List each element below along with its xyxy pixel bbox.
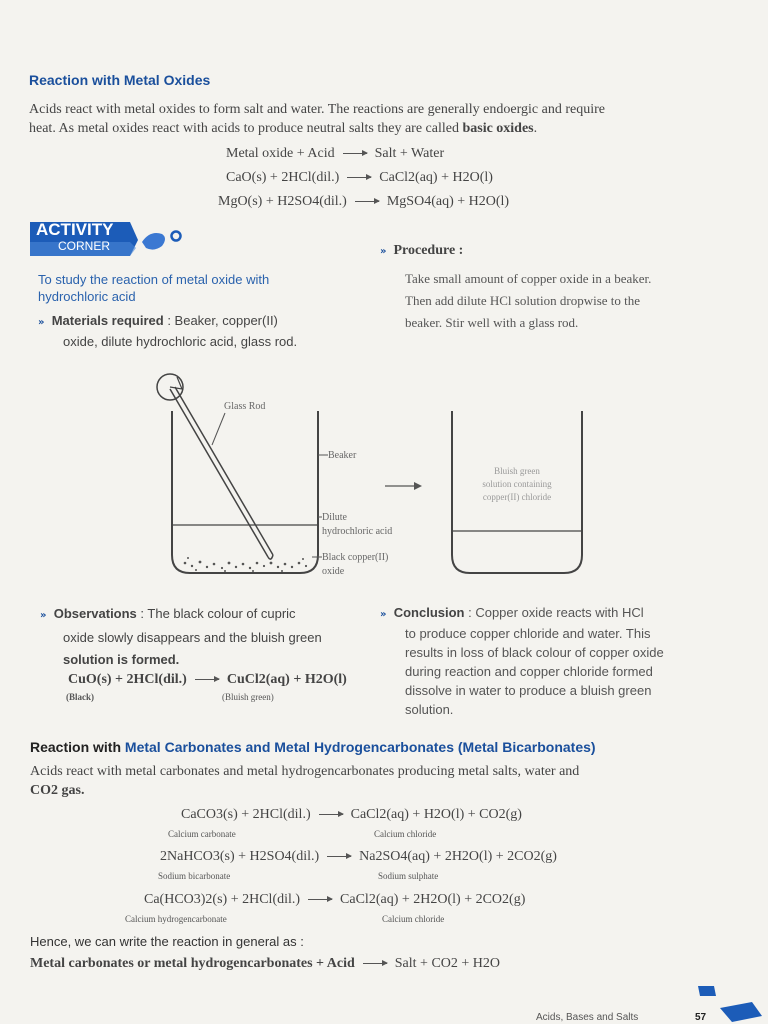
reaction-arrow: [355, 201, 379, 202]
page-number: 57: [695, 1012, 707, 1023]
section-heading-carbonates: Reaction with Metal Carbonates and Metal Hydrogencarbonates (Metal Bicarbonates): [30, 739, 596, 755]
observations: » Observations : The black colour of cupric oxide slowly disappears and the bluish green solution is formed.: [40, 606, 322, 667]
general-equation: Metal carbonates or metal hydrogencarbonates + Acid Salt + CO2 + H2O: [30, 956, 501, 971]
equation-nahco3: 2NaHCO3(s) + H2SO4(dil.) Na2SO4(aq) + 2H2O(l) + 2CO2(g): [160, 849, 557, 864]
bullet-icon: »: [38, 317, 45, 328]
reaction-arrow: [363, 963, 387, 964]
note-bluish-green: (Bluish green): [222, 692, 274, 702]
reaction-arrow: [319, 814, 343, 815]
label-bluish-green-solution: Bluish green solution containing copper(II) chloride: [482, 466, 552, 502]
name-calcium-hydrogencarbonate: Calcium hydrogencarbonate: [125, 914, 227, 924]
diagram-arrow: [385, 482, 422, 490]
equation-cuo: CuO(s) + 2HCl(dil.) CuCl2(aq) + H2O(l): [68, 672, 347, 687]
equation-general-oxide: Metal oxide + Acid Salt + Water: [226, 146, 445, 161]
label-dilute-acid: Dilute hydrochloric acid: [322, 512, 393, 537]
materials-label: Materials required: [51, 313, 164, 328]
activity-badge-subtitle: CORNER: [58, 239, 111, 253]
conclusion-label: Conclusion: [393, 605, 465, 620]
equation-cahco3: Ca(HCO3)2(s) + 2HCl(dil.) CaCl2(aq) + 2H2O(l) + 2CO2(g): [144, 892, 526, 907]
procedure-heading: » Procedure :: [380, 243, 464, 258]
name-sodium-bicarbonate: Sodium bicarbonate: [158, 871, 231, 881]
carbonates-paragraph: Acids react with metal carbonates and metal hydrogencarbonates producing metal salts, water and CO2 gas.: [30, 764, 580, 798]
observations-label: Observations: [53, 606, 137, 621]
paragraph-line-2: heat. As metal oxides react with acids to produce neutral salts they are called basic oxides.: [29, 121, 538, 136]
bullet-icon: »: [380, 609, 387, 620]
note-black: (Black): [66, 692, 94, 702]
section-heading-metal-oxides: Reaction with Metal Oxides: [29, 72, 211, 88]
activity-corner-badge: [30, 220, 162, 256]
name-calcium-chloride-2: Calcium chloride: [382, 914, 445, 924]
activity-title: To study the reaction of metal oxide with hydrochloric acid: [38, 272, 270, 304]
footer-book-title: Acids, Bases and Salts: [536, 1012, 639, 1023]
reaction-arrow: [308, 899, 332, 900]
equation-cao: CaO(s) + 2HCl(dil.) CaCl2(aq) + H2O(l): [226, 170, 493, 185]
name-sodium-sulphate: Sodium sulphate: [378, 871, 439, 881]
reaction-arrow: [347, 177, 371, 178]
conclusion: » Conclusion : Copper oxide reacts with HCl to produce copper chloride and water. This results in loss of black colour of copper oxide during reaction and copper chloride formed dissolve in water to produce a bluish green solution.: [380, 605, 664, 717]
copper-oxide-particles: [184, 557, 307, 572]
activity-badge-title: ACTIVITY: [36, 220, 114, 239]
equation-mgo: MgO(s) + H2SO4(dil.) MgSO4(aq) + H2O(l): [218, 194, 510, 209]
reaction-arrow: [343, 153, 367, 154]
label-leader-lines: [212, 413, 328, 557]
materials-required: » Materials required : Beaker, copper(II) oxide, dilute hydrochloric acid, glass rod.: [38, 313, 298, 349]
label-glass-rod: Glass Rod: [224, 401, 266, 412]
bullet-icon: »: [380, 246, 387, 257]
left-beaker: [172, 411, 318, 573]
bullet-icon: »: [40, 610, 47, 621]
hence-statement: Hence, we can write the reaction in general as :: [30, 934, 304, 949]
metal-oxides-paragraph: [29, 100, 739, 138]
equation-caco3: CaCO3(s) + 2HCl(dil.) CaCl2(aq) + H2O(l) + CO2(g): [181, 807, 522, 822]
reaction-arrow: [195, 679, 219, 680]
paragraph-line-1: Acids react with metal oxides to form salt and water. The reactions are generally endoergic and require: [29, 102, 605, 117]
name-calcium-carbonate: Calcium carbonate: [168, 829, 236, 839]
label-beaker: Beaker: [328, 450, 357, 461]
reaction-arrow: [327, 856, 351, 857]
basic-oxides-term: basic oxides: [462, 121, 534, 136]
name-calcium-chloride: Calcium chloride: [374, 829, 437, 839]
procedure-text: Take small amount of copper oxide in a beaker. Then add dilute HCl solution dropwise to the beaker. Stir well with a glass rod.: [405, 271, 652, 330]
procedure-label: Procedure: [393, 243, 456, 258]
label-black-copper-oxide: Black copper(II) oxide: [322, 552, 389, 577]
